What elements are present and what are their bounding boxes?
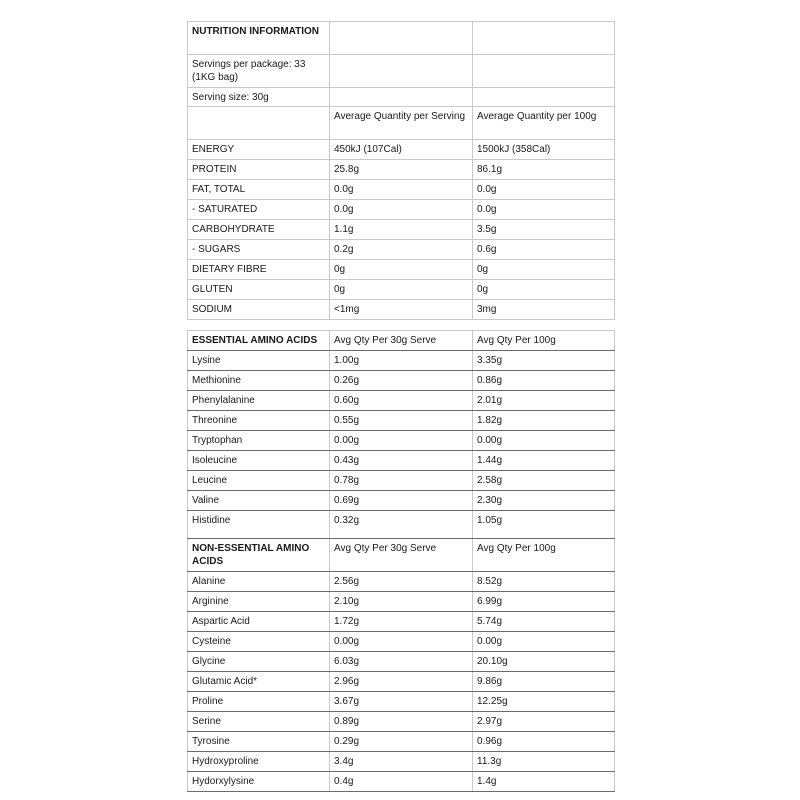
row-label: Histidine bbox=[188, 511, 330, 539]
value-per-serving: 0.60g bbox=[330, 391, 473, 411]
value-per-100g: 1.05g bbox=[473, 511, 615, 539]
value-per-serving: <1mg bbox=[330, 300, 473, 320]
value-per-100g: 0.0g bbox=[473, 200, 615, 220]
value-per-100g: 3mg bbox=[473, 300, 615, 320]
value-per-serving: 2.96g bbox=[330, 672, 473, 692]
empty-cell bbox=[473, 88, 615, 107]
value-per-100g: 2.58g bbox=[473, 471, 615, 491]
table-row bbox=[188, 612, 615, 632]
value-per-100g: 3.35g bbox=[473, 351, 615, 371]
row-label: Arginine bbox=[188, 592, 330, 612]
value-per-serving: 0.0g bbox=[330, 200, 473, 220]
table-row bbox=[188, 752, 615, 772]
table-row bbox=[188, 411, 615, 431]
row-label: SODIUM bbox=[188, 300, 330, 320]
table-row bbox=[188, 511, 615, 539]
table-row bbox=[188, 260, 615, 280]
table-row bbox=[188, 331, 615, 351]
value-per-serving: 0.0g bbox=[330, 180, 473, 200]
value-per-100g: 0.00g bbox=[473, 632, 615, 652]
value-per-serving: 1.72g bbox=[330, 612, 473, 632]
column-header-per-100g: Avg Qty Per 100g bbox=[473, 539, 615, 572]
table-row bbox=[188, 391, 615, 411]
row-label: Phenylalanine bbox=[188, 391, 330, 411]
value-per-100g: 5.74g bbox=[473, 612, 615, 632]
value-per-serving: 0.4g bbox=[330, 772, 473, 792]
row-label: - SATURATED bbox=[188, 200, 330, 220]
value-per-100g: 9.86g bbox=[473, 672, 615, 692]
table-row bbox=[188, 632, 615, 652]
value-per-serving: 450kJ (107Cal) bbox=[330, 140, 473, 160]
table-row bbox=[188, 491, 615, 511]
column-header-per-100g: Avg Qty Per 100g bbox=[473, 331, 615, 351]
value-per-serving: 0.89g bbox=[330, 712, 473, 732]
row-label: Lysine bbox=[188, 351, 330, 371]
table-row bbox=[188, 712, 615, 732]
value-per-serving: 0.55g bbox=[330, 411, 473, 431]
empty-cell bbox=[330, 88, 473, 107]
table-row bbox=[188, 572, 615, 592]
table-row bbox=[188, 280, 615, 300]
table-row bbox=[188, 220, 615, 240]
empty-cell bbox=[473, 55, 615, 88]
empty-cell bbox=[330, 55, 473, 88]
row-label: CARBOHYDRATE bbox=[188, 220, 330, 240]
amino-acids-table bbox=[187, 330, 615, 792]
nutrition-title: NUTRITION INFORMATION bbox=[188, 22, 330, 55]
row-label: Isoleucine bbox=[188, 451, 330, 471]
value-per-100g: 1500kJ (358Cal) bbox=[473, 140, 615, 160]
row-label: Tyrosine bbox=[188, 732, 330, 752]
table-row bbox=[188, 180, 615, 200]
value-per-serving: 0g bbox=[330, 260, 473, 280]
value-per-serving: 2.10g bbox=[330, 592, 473, 612]
value-per-100g: 1.44g bbox=[473, 451, 615, 471]
empty-cell bbox=[330, 22, 473, 55]
row-label: DIETARY FIBRE bbox=[188, 260, 330, 280]
row-label: Hydroxyproline bbox=[188, 752, 330, 772]
table-row bbox=[188, 351, 615, 371]
value-per-100g: 6.99g bbox=[473, 592, 615, 612]
table-row bbox=[188, 732, 615, 752]
row-label: PROTEIN bbox=[188, 160, 330, 180]
value-per-100g: 1.82g bbox=[473, 411, 615, 431]
value-per-100g: 2.97g bbox=[473, 712, 615, 732]
table-row bbox=[188, 300, 615, 320]
value-per-serving: 1.1g bbox=[330, 220, 473, 240]
value-per-serving: 0.69g bbox=[330, 491, 473, 511]
row-label: GLUTEN bbox=[188, 280, 330, 300]
table-row bbox=[188, 692, 615, 712]
nutrition-information-table bbox=[187, 21, 615, 320]
row-label: Methionine bbox=[188, 371, 330, 391]
value-per-serving: 0.29g bbox=[330, 732, 473, 752]
table-row bbox=[188, 471, 615, 491]
value-per-serving: 0.78g bbox=[330, 471, 473, 491]
value-per-100g: 0.6g bbox=[473, 240, 615, 260]
value-per-100g: 3.5g bbox=[473, 220, 615, 240]
column-header-per-serving: Average Quantity per Serving bbox=[330, 107, 473, 140]
value-per-100g: 20.10g bbox=[473, 652, 615, 672]
value-per-100g: 2.30g bbox=[473, 491, 615, 511]
row-label: Hydorxylysine bbox=[188, 772, 330, 792]
table-row bbox=[188, 371, 615, 391]
column-header-per-serve: Avg Qty Per 30g Serve bbox=[330, 331, 473, 351]
value-per-serving: 0.43g bbox=[330, 451, 473, 471]
table-row bbox=[188, 22, 615, 55]
value-per-100g: 8.52g bbox=[473, 572, 615, 592]
value-per-100g: 0.00g bbox=[473, 431, 615, 451]
servings-per-package: Servings per package: 33 (1KG bag) bbox=[188, 55, 330, 88]
table-row bbox=[188, 200, 615, 220]
table-row bbox=[188, 140, 615, 160]
row-label: Proline bbox=[188, 692, 330, 712]
empty-cell bbox=[188, 107, 330, 140]
row-label: Valine bbox=[188, 491, 330, 511]
value-per-serving: 2.56g bbox=[330, 572, 473, 592]
value-per-100g: 86.1g bbox=[473, 160, 615, 180]
table-row bbox=[188, 160, 615, 180]
value-per-100g: 0.86g bbox=[473, 371, 615, 391]
value-per-100g: 0g bbox=[473, 280, 615, 300]
value-per-serving: 0.00g bbox=[330, 632, 473, 652]
row-label: Aspartic Acid bbox=[188, 612, 330, 632]
value-per-serving: 0.2g bbox=[330, 240, 473, 260]
value-per-100g: 1.4g bbox=[473, 772, 615, 792]
table-row bbox=[188, 240, 615, 260]
value-per-100g: 11.3g bbox=[473, 752, 615, 772]
table-row bbox=[188, 652, 615, 672]
row-label: Glycine bbox=[188, 652, 330, 672]
value-per-serving: 0.00g bbox=[330, 431, 473, 451]
value-per-100g: 2.01g bbox=[473, 391, 615, 411]
row-label: ENERGY bbox=[188, 140, 330, 160]
value-per-100g: 0.0g bbox=[473, 180, 615, 200]
column-header-per-100g: Average Quantity per 100g bbox=[473, 107, 615, 140]
value-per-serving: 3.4g bbox=[330, 752, 473, 772]
row-label: Tryptophan bbox=[188, 431, 330, 451]
value-per-100g: 0g bbox=[473, 260, 615, 280]
row-label: Serine bbox=[188, 712, 330, 732]
table-row bbox=[188, 107, 615, 140]
non-essential-amino-acids-header: NON-ESSENTIAL AMINO ACIDS bbox=[188, 539, 330, 572]
table-row bbox=[188, 672, 615, 692]
column-header-per-serve: Avg Qty Per 30g Serve bbox=[330, 539, 473, 572]
essential-amino-acids-header: ESSENTIAL AMINO ACIDS bbox=[188, 331, 330, 351]
row-label: FAT, TOTAL bbox=[188, 180, 330, 200]
row-label: Cysteine bbox=[188, 632, 330, 652]
value-per-serving: 3.67g bbox=[330, 692, 473, 712]
row-label: Glutamic Acid* bbox=[188, 672, 330, 692]
serving-size: Serving size: 30g bbox=[188, 88, 330, 107]
table-row bbox=[188, 539, 615, 572]
table-row bbox=[188, 55, 615, 88]
table-row bbox=[188, 451, 615, 471]
value-per-serving: 25.8g bbox=[330, 160, 473, 180]
row-label: Leucine bbox=[188, 471, 330, 491]
value-per-100g: 12.25g bbox=[473, 692, 615, 712]
row-label: Threonine bbox=[188, 411, 330, 431]
table-row bbox=[188, 431, 615, 451]
row-label: - SUGARS bbox=[188, 240, 330, 260]
row-label: Alanine bbox=[188, 572, 330, 592]
value-per-serving: 0g bbox=[330, 280, 473, 300]
value-per-serving: 0.32g bbox=[330, 511, 473, 539]
value-per-serving: 1.00g bbox=[330, 351, 473, 371]
value-per-serving: 6.03g bbox=[330, 652, 473, 672]
empty-cell bbox=[473, 22, 615, 55]
table-row bbox=[188, 88, 615, 107]
table-row bbox=[188, 592, 615, 612]
table-row bbox=[188, 772, 615, 792]
value-per-serving: 0.26g bbox=[330, 371, 473, 391]
value-per-100g: 0.96g bbox=[473, 732, 615, 752]
